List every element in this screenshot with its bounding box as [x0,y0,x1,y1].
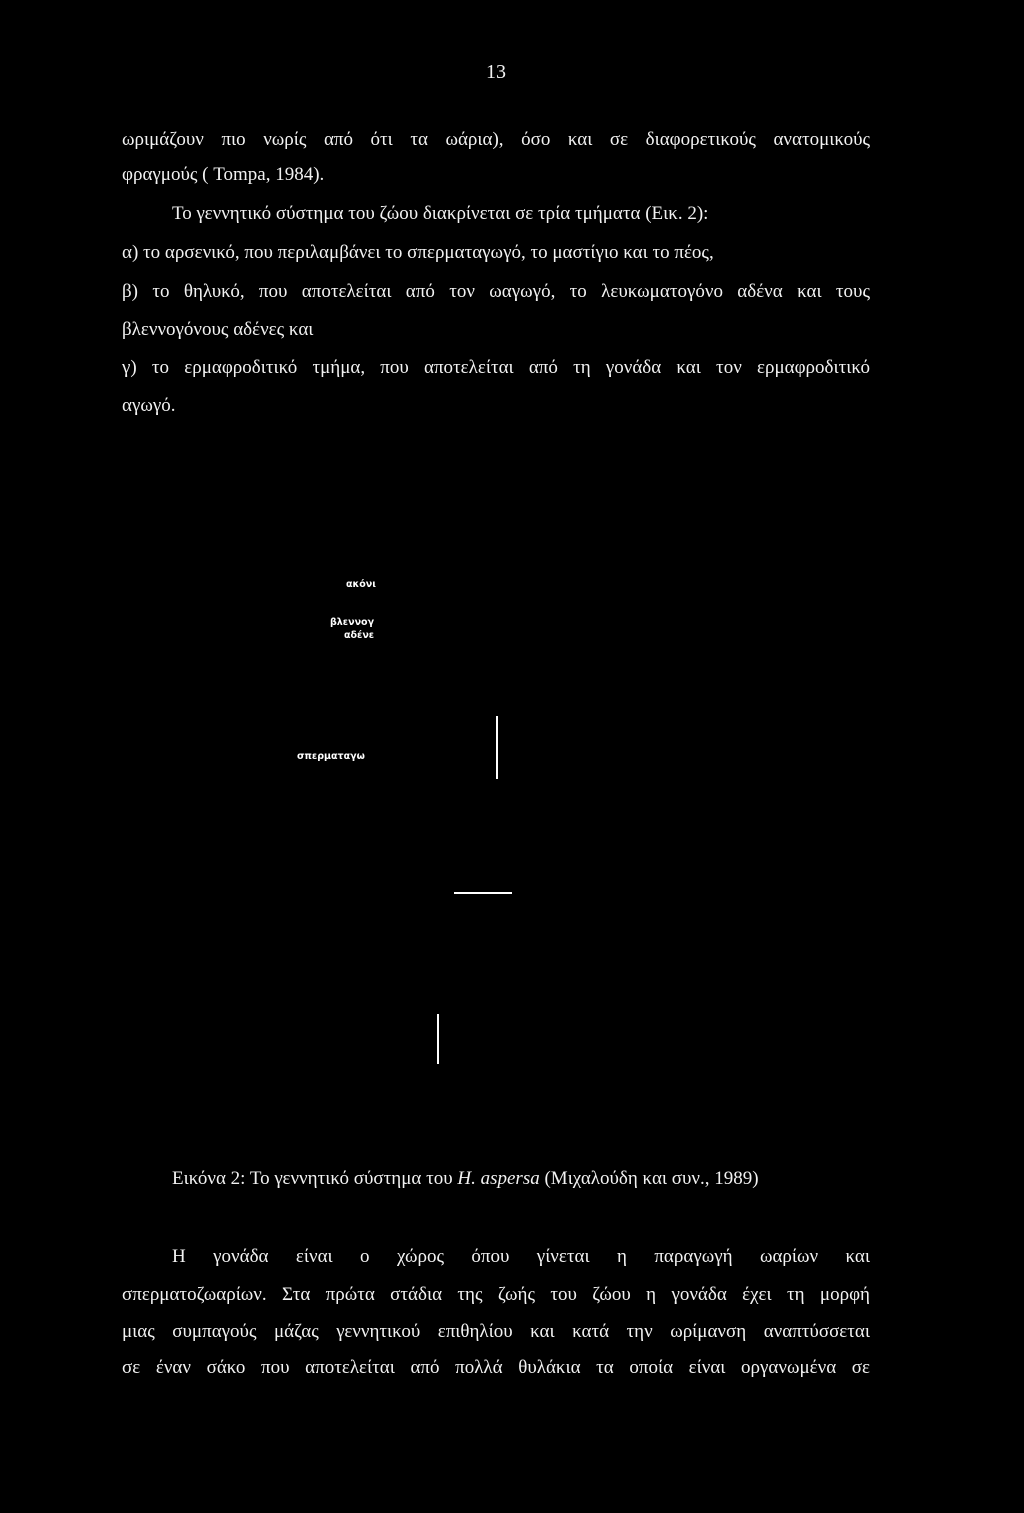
figure-label: σπερματαγω [297,751,365,762]
text-line: σε έναν σάκο που αποτελείται από πολλά θυλάκια τα οποία είναι οργανωμένα σε [122,1357,870,1378]
figure-caption [172,1167,759,1191]
text-line: Το γεννητικό σύστημα του ζώου διακρίνεται σε τρία τμήματα (Εικ. 2): [172,203,709,224]
text-line: γ) το ερμαφροδιτικό τμήμα, που αποτελείται από τη γονάδα και τον ερμαφροδιτικό [122,357,870,378]
figure-line [437,1014,439,1064]
figure-line [496,716,498,779]
figure-label: αδένε [344,630,375,641]
caption-suffix: (Μιχαλούδη και συν., 1989) [539,1168,759,1189]
text-line: φραγμούς ( Tompa, 1984). [122,164,325,185]
text-line: σπερματοζωαρίων. Στα πρώτα στάδια της ζωής του ζώου η γονάδα έχει τη μορφή [122,1284,870,1305]
text-line: βλεννογόνους αδένες και [122,319,314,340]
text-line: Η γονάδα είναι ο χώρος όπου γίνεται η παραγωγή ωαρίων και [172,1246,870,1267]
page-number: 13 [486,61,506,83]
caption-species: H. aspersa [457,1168,540,1189]
figure-line [454,892,512,894]
figure-label: βλεννογ [330,617,375,628]
figure-label: ακόνι [346,579,376,590]
caption-prefix: Εικόνα 2: Το γεννητικό σύστημα του [172,1168,458,1189]
text-line: αγωγό. [122,395,176,416]
text-line: β) το θηλυκό, που αποτελείται από τον ωαγωγό, το λευκωματογόνο αδένα και τους [122,281,870,302]
text-line: μιας συμπαγούς μάζας γεννητικού επιθηλίου και κατά την ωρίμανση αναπτύσσεται [122,1321,870,1342]
text-line: α) το αρσενικό, που περιλαμβάνει το σπερματαγωγό, το μαστίγιο και το πέος, [122,242,714,263]
text-line: ωριμάζουν πιο νωρίς από ότι τα ωάρια), όσο και σε διαφορετικούς ανατομικούς [122,129,870,150]
